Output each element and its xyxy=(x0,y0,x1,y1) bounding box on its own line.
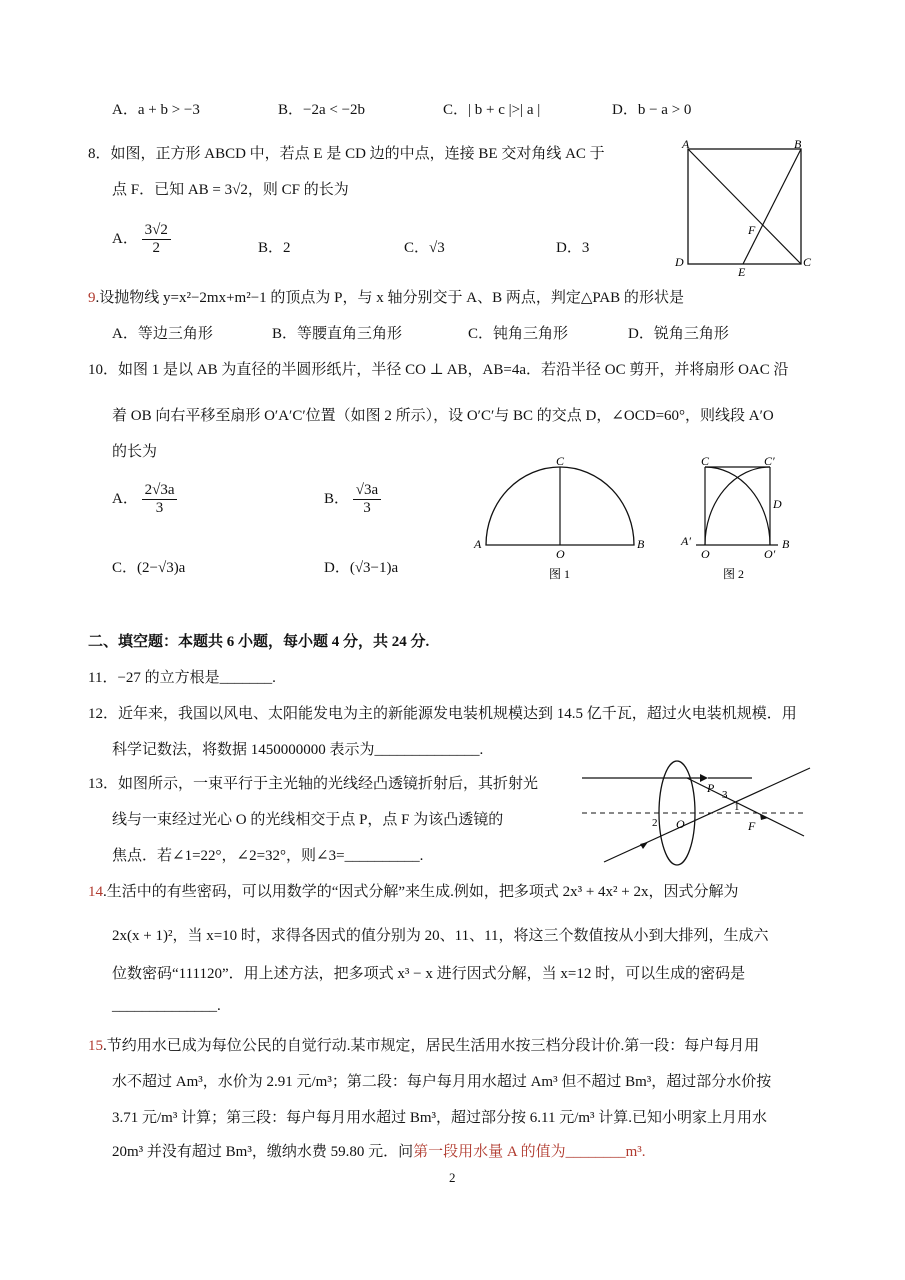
q12-line1: 12．近年来，我国以风电、太阳能发电为主的新能源发电装机规模达到 14.5 亿千瓦，超过火电装机规模．用 xyxy=(88,706,797,722)
q10-option-b-denominator: 3 xyxy=(363,500,371,517)
q15-line1-text: .节约用水已成为每位公民的自觉行动.某市规定，居民生活用水按三档分段计价.第一段：每户每月用 xyxy=(103,1038,760,1054)
fig1-label-o: O xyxy=(556,547,565,561)
q8-option-a-fraction xyxy=(142,222,171,258)
q13-angle-3: 3 xyxy=(722,789,728,801)
q10-option-c: C．(2−√3)a xyxy=(112,560,186,576)
q10-option-a-label: A． xyxy=(112,491,138,508)
q10-option-b-numerator: √3a xyxy=(353,482,381,500)
fig2-label-c: C xyxy=(701,454,710,468)
q10-option-a-numerator: 2√3a xyxy=(142,482,178,500)
q9-option-b: B．等腰直角三角形 xyxy=(272,326,403,342)
q10-line1: 10．如图 1 是以 AB 为直径的半圆形纸片，半径 CO ⊥ AB，AB=4a．若沿半径 OC 剪开，并将扇形 OAC 沿 xyxy=(88,362,789,378)
q9-text: .设抛物线 y=x²−2mx+m²−1 的顶点为 P，与 x 轴分别交于 A、B 两点，判定△PAB 的形状是 xyxy=(95,290,684,306)
q10-option-a-fraction xyxy=(142,482,178,518)
q13-label-p: P xyxy=(707,781,715,795)
q10-option-a xyxy=(112,482,177,518)
q14-line4: ______________. xyxy=(112,998,221,1014)
q13-label-f: F xyxy=(748,819,756,833)
q8-label-b: B xyxy=(794,138,802,151)
q11-text: 11．−27 的立方根是_______. xyxy=(88,670,276,686)
q10-line3: 的长为 xyxy=(112,444,158,460)
q8-label-c: C xyxy=(803,255,812,269)
q8-option-a-numerator: 3√2 xyxy=(142,222,171,240)
q8-option-a xyxy=(112,222,171,258)
q15-line3: 3.71 元/m³ 计算；第三段：每户每月用水超过 Bm³，超过部分按 6.11 元/m³ 计算.已知小明家上月用水 xyxy=(112,1110,768,1126)
q8-square-figure xyxy=(672,138,822,280)
fig1-label-c: C xyxy=(556,454,565,468)
fig2-label-b: B xyxy=(782,537,790,551)
fig2-label-o-prime: O′ xyxy=(764,547,776,561)
page-number: 2 xyxy=(449,1170,456,1185)
q9-option-a: A．等边三角形 xyxy=(112,326,213,342)
fig1-caption: 图 1 xyxy=(549,567,571,581)
q13-line3: 焦点．若∠1=22°，∠2=32°，则∠3=__________. xyxy=(112,848,424,864)
q13-line1: 13．如图所示，一束平行于主光轴的光线经凸透镜折射后，其折射光 xyxy=(88,776,539,792)
q9-number: 9 xyxy=(88,290,96,306)
section-2-heading: 二、填空题：本题共 6 小题，每小题 4 分，共 24 分. xyxy=(88,634,430,650)
q8-label-a: A xyxy=(682,138,690,151)
q10-option-b xyxy=(324,482,381,518)
q7-option-b: B．−2a < −2b xyxy=(278,102,366,118)
q13-lens-figure xyxy=(572,758,822,870)
q8-label-f: F xyxy=(748,223,756,237)
q14-line1-text: .生活中的有些密码，可以用数学的“因式分解”来生成.例如，把多项式 2x³ + 4x² + 2x，因式分解为 xyxy=(103,884,739,900)
q13-label-o: O xyxy=(676,817,685,831)
q13-angle-1: 1 xyxy=(734,801,740,813)
q7-option-c: C．| b + c |>| a | xyxy=(443,102,541,118)
q15-line4-text: 20m³ 并没有超过 Bm³，缴纳水费 59.80 元．问 xyxy=(112,1144,414,1160)
q7-option-a: A．a + b > −3 xyxy=(112,102,200,118)
q8-option-c: C．√3 xyxy=(404,240,445,256)
q8-option-b: B．2 xyxy=(258,240,291,256)
q15-number: 15 xyxy=(88,1038,103,1054)
fig2-label-o: O xyxy=(701,547,710,561)
q14-line2: 2x(x + 1)²，当 x=10 时，求得各因式的值分别为 20、11、11，将这三个数值按从小到大排列，生成六 xyxy=(112,928,769,944)
fig2-label-a-prime: A′ xyxy=(681,534,691,548)
q7-option-d: D．b − a > 0 xyxy=(612,102,692,118)
q13-line2: 线与一束经过光心 O 的光线相交于点 P，点 F 为该凸透镜的 xyxy=(112,812,504,828)
q8-label-e: E xyxy=(738,265,746,279)
q9-option-d: D．锐角三角形 xyxy=(628,326,729,342)
q10-option-a-denominator: 3 xyxy=(155,500,164,517)
fig1-label-a: A xyxy=(474,537,482,551)
q8-line1: 8．如图，正方形 ABCD 中，若点 E 是 CD 边的中点，连接 BE 交对角线 AC 于 xyxy=(88,146,605,162)
q8-option-a-denominator: 2 xyxy=(152,240,160,257)
q14-number: 14 xyxy=(88,884,103,900)
q13-angle-2: 2 xyxy=(652,817,658,829)
q15-line4-question: 第一段用水量 A 的值为________m³. xyxy=(413,1144,646,1160)
q14-line3: 位数密码“111120”．用上述方法，把多项式 x³ − x 进行因式分解，当 x=12 时，可以生成的密码是 xyxy=(112,966,746,982)
q8-option-d: D．3 xyxy=(556,240,590,256)
q9-option-c: C．钝角三角形 xyxy=(468,326,569,342)
q15-line1 xyxy=(88,1034,759,1055)
q15-line4 xyxy=(112,1140,646,1161)
q10-line2: 着 OB 向右平移至扇形 O′A′C′位置（如图 2 所示），设 O′C′与 BC 的交点 D，∠OCD=60°，则线段 A′O xyxy=(112,408,774,424)
q8-option-a-label: A． xyxy=(112,231,138,248)
q8-label-d: D xyxy=(675,255,684,269)
q9-stem xyxy=(88,286,684,307)
fig2-label-c-prime: C′ xyxy=(764,454,775,468)
q12-line2: 科学记数法，将数据 1450000000 表示为______________. xyxy=(112,742,484,758)
q14-line1 xyxy=(88,880,738,901)
q10-option-b-fraction xyxy=(353,482,381,518)
q10-option-b-label: B． xyxy=(324,491,350,508)
q10-figure2 xyxy=(678,454,808,584)
q15-line2: 水不超过 Am³，水价为 2.91 元/m³；第二段：每户每月用水超过 Am³ 但不超过 Bm³，超过部分水价按 xyxy=(112,1074,772,1090)
q10-figure1 xyxy=(470,454,660,584)
fig1-label-b: B xyxy=(637,537,645,551)
fig2-caption: 图 2 xyxy=(723,567,745,581)
fig2-label-d: D xyxy=(773,497,782,511)
q8-line2: 点 F．已知 AB = 3√2，则 CF 的长为 xyxy=(112,182,349,198)
q10-option-d: D．(√3−1)a xyxy=(324,560,399,576)
